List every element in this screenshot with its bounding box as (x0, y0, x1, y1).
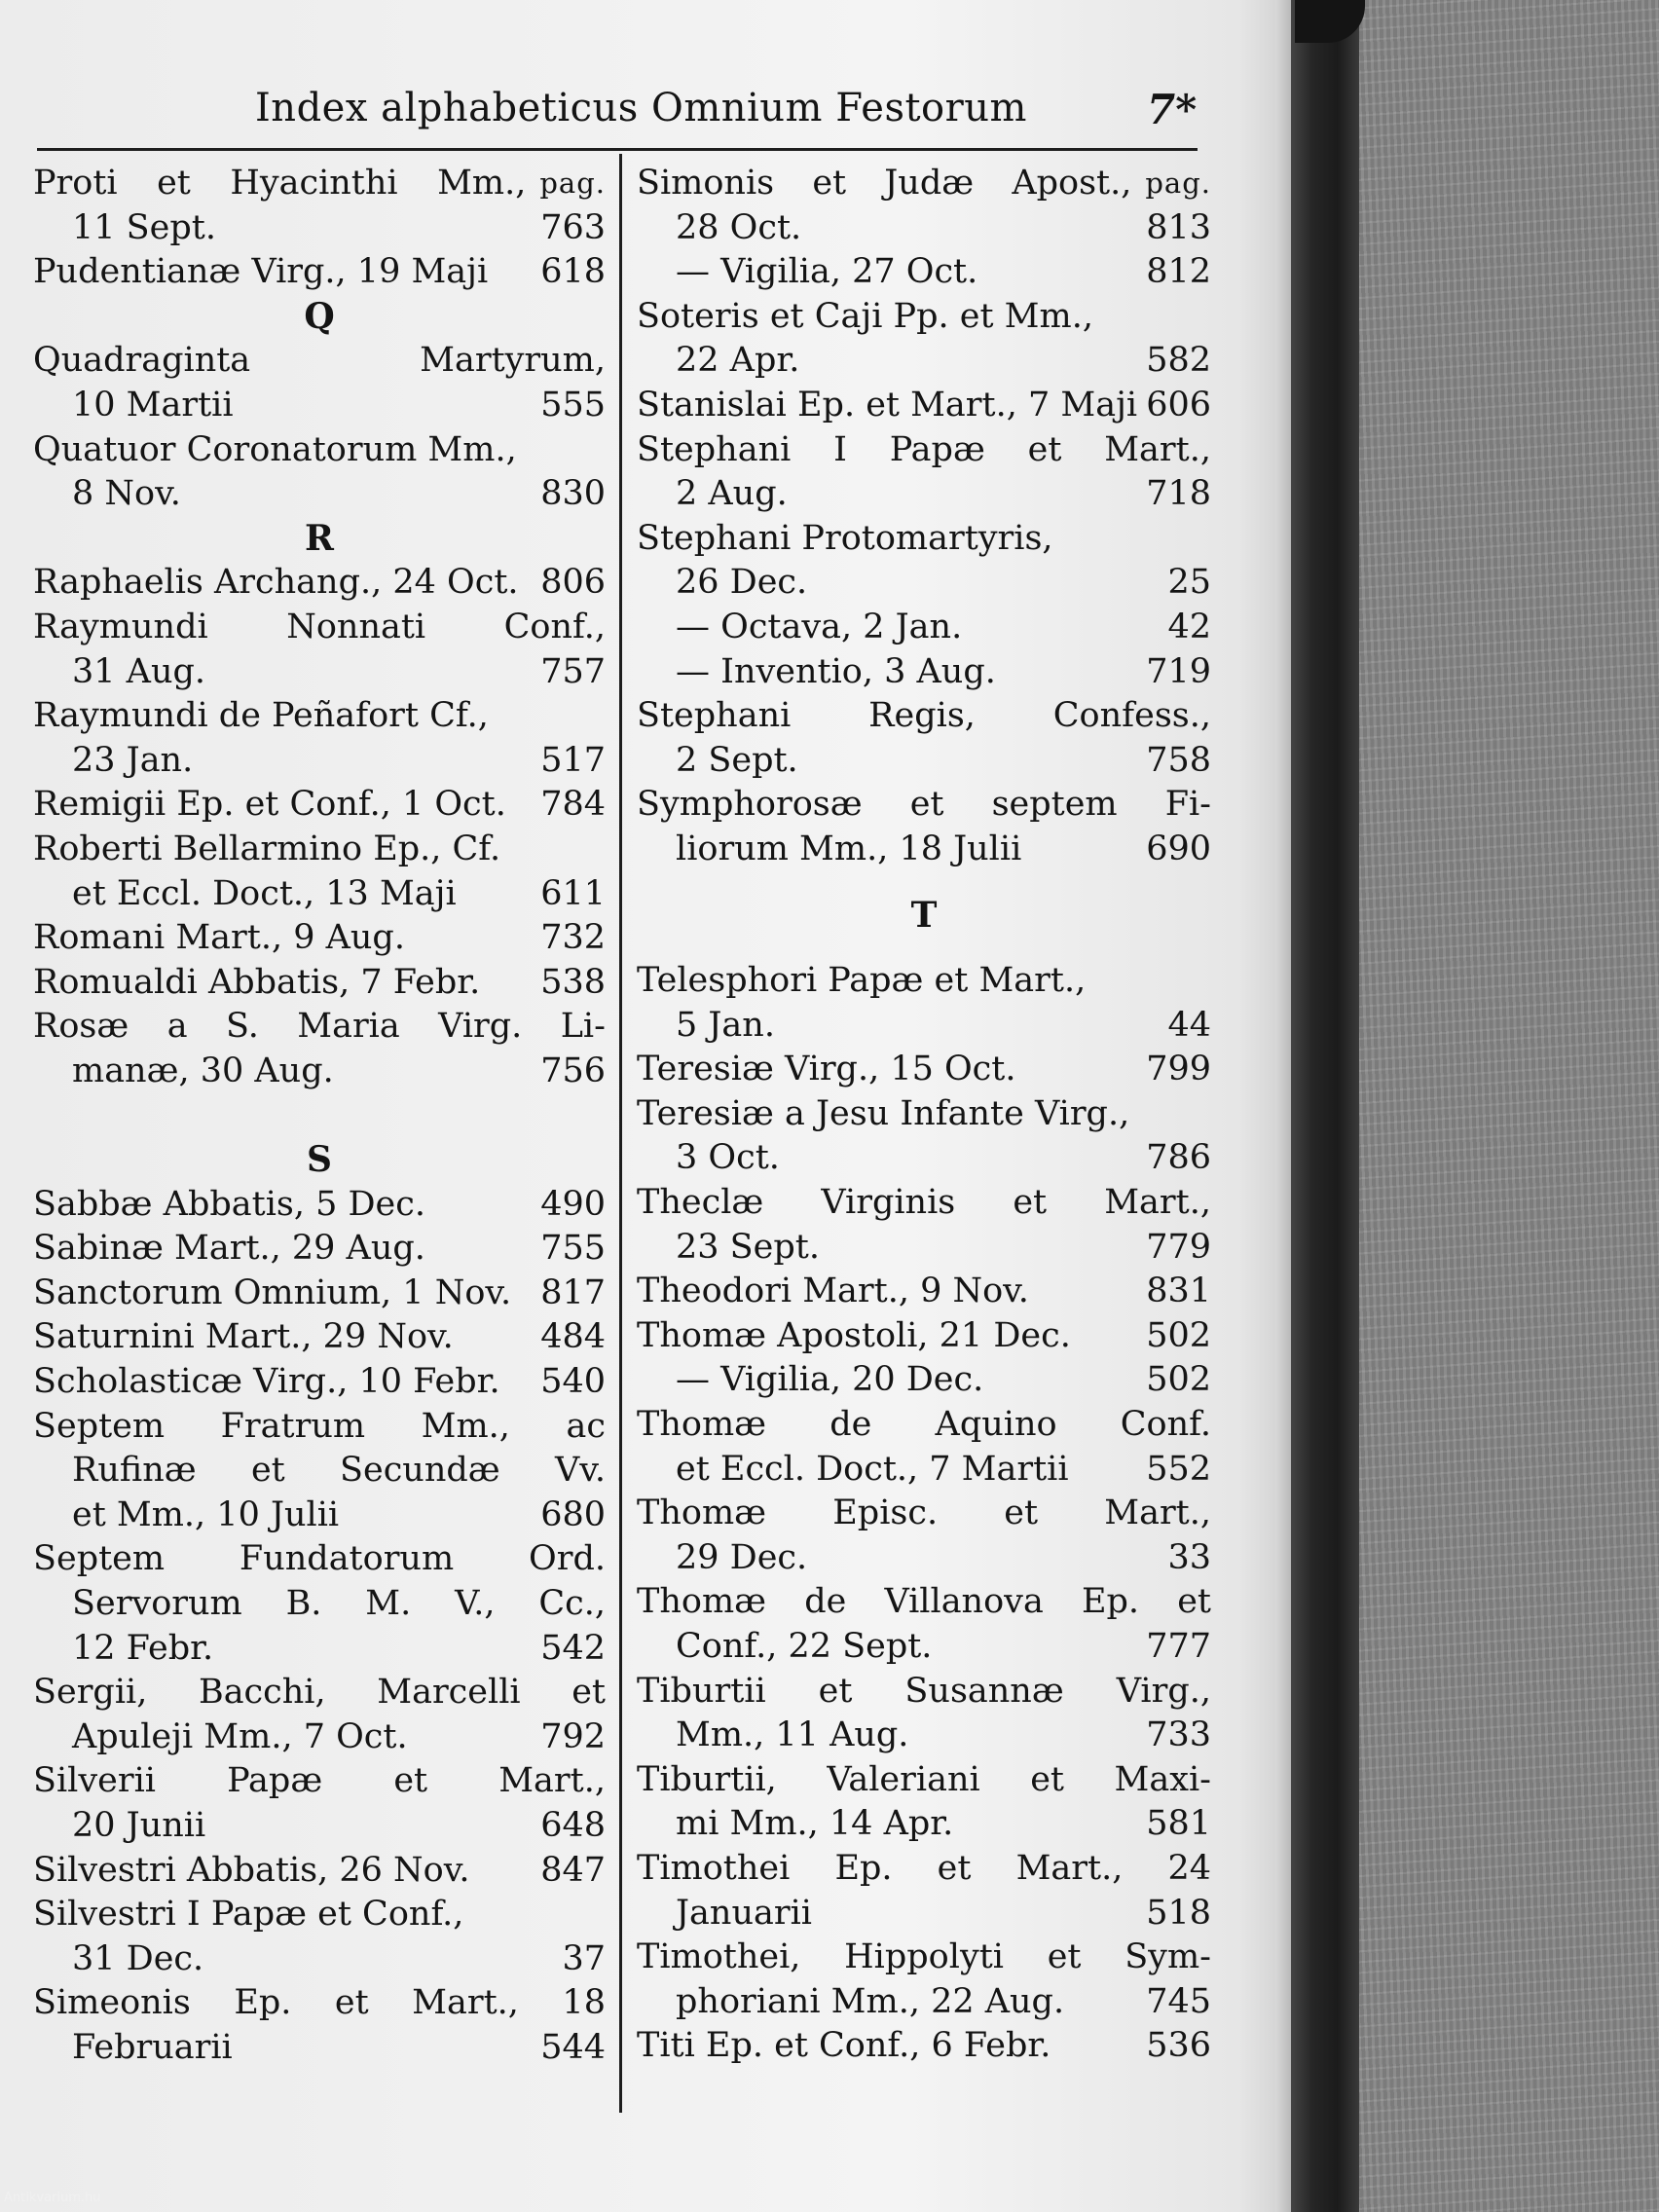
entry-text: 5 Jan. (676, 1005, 775, 1045)
entry-text: 2 Aug. (676, 474, 788, 514)
index-entry-line (33, 2026, 606, 2071)
index-entry-line (33, 1449, 606, 1493)
entry-page-number: 831 (1146, 1272, 1211, 1311)
entry-text: Sabbæ Abbatis, 5 Dec. (33, 1184, 425, 1224)
entry-page-number: 777 (1146, 1627, 1211, 1666)
index-entry-line (33, 1671, 606, 1715)
entry-page-number: 847 (540, 1850, 606, 1890)
index-entry-line (33, 1360, 606, 1405)
section-letter (33, 1138, 606, 1183)
entry-text: et Mm., 10 Julii (72, 1494, 340, 1534)
entry-page-number: 648 (540, 1805, 606, 1845)
index-entry-line (637, 428, 1211, 473)
index-entry-line (33, 694, 606, 739)
entry-page-number: 555 (540, 385, 606, 424)
index-entry-line (33, 1893, 606, 1937)
entry-page-number: 745 (1146, 1981, 1211, 2021)
index-entry-line (637, 1004, 1211, 1049)
entry-page-number: 490 (540, 1184, 606, 1224)
entry-text: Timothei, Hippolyti et Sym- (637, 1937, 1211, 1977)
entry-text: Silvestri Abbatis, 26 Nov. (33, 1850, 470, 1890)
index-entry-line (637, 1892, 1211, 1936)
index-entry-line (33, 250, 606, 295)
entry-text: Pudentianæ Virg., 19 Maji (33, 252, 489, 292)
entry-page-number: 517 (540, 740, 606, 780)
index-entry-line (33, 783, 606, 828)
index-entry-line (33, 472, 606, 517)
index-entry-line (33, 650, 606, 695)
page-edge (1275, 0, 1291, 2212)
entry-text: Teresiæ a Jesu Infante Virg., (637, 1093, 1130, 1133)
entry-text: Tiburtii, Valeriani et Maxi- (637, 1759, 1211, 1799)
entry-page-number: 755 (540, 1229, 606, 1269)
index-entry-line (637, 1314, 1211, 1359)
entry-page-number: 540 (540, 1362, 606, 1402)
index-entry-line (637, 339, 1211, 384)
entry-page-number: 817 (540, 1272, 606, 1312)
entry-page-number: 42 (1167, 607, 1211, 646)
entry-page-number: 502 (1146, 1360, 1211, 1400)
index-entry-line (637, 561, 1211, 606)
entry-text: — Vigilia, 20 Dec. (676, 1360, 984, 1400)
index-entry-line (33, 1405, 606, 1450)
index-entry-line (637, 959, 1211, 1004)
entry-text: 20 Junii (72, 1805, 206, 1845)
index-entry-line (637, 1536, 1211, 1581)
entry-page-number: 690 (1146, 829, 1211, 868)
entry-page-number: 732 (540, 918, 606, 958)
index-entry-line (637, 295, 1211, 340)
index-entry-line (637, 1625, 1211, 1670)
entry-text: Apuleji Mm., 7 Oct. (72, 1716, 408, 1756)
index-entry-line (33, 162, 606, 206)
index-entry-line (33, 828, 606, 872)
index-entry-line (33, 1582, 606, 1627)
spacer (637, 938, 1211, 959)
index-entry-line (637, 1048, 1211, 1092)
entry-text: 31 Dec. (72, 1938, 204, 1978)
index-entry-line (33, 1050, 606, 1094)
section-letter-text: S (307, 1139, 332, 1181)
entry-page-number: 680 (540, 1494, 606, 1534)
entry-text: Stephani I Papæ et Mart., (637, 429, 1211, 469)
section-letter (33, 295, 606, 340)
entry-text: Sanctorum Omnium, 1 Nov. (33, 1272, 512, 1312)
entry-text: Raymundi Nonnati Conf., (33, 607, 606, 646)
entry-text: Simonis et Judæ Apost., (637, 164, 1132, 203)
entry-page-number: 542 (540, 1628, 606, 1668)
entry-text: Quatuor Coronatorum Mm., (33, 429, 517, 469)
entry-text: mi Mm., 14 Apr. (676, 1804, 954, 1844)
entry-text: Scholasticæ Virg., 10 Febr. (33, 1362, 500, 1402)
entry-text: Timothei Ep. et Mart., 24 (637, 1848, 1211, 1888)
index-entry-line (637, 783, 1211, 828)
entry-text: Rosæ a S. Maria Virg. Li- (33, 1007, 606, 1047)
index-column-right (637, 162, 1211, 2069)
entry-text: Stanislai Ep. et Mart., 7 Maji (637, 385, 1138, 424)
entry-page-number: 757 (540, 651, 606, 691)
entry-text: Conf., 22 Sept. (676, 1627, 933, 1666)
index-entry-line (637, 206, 1211, 251)
index-entry-line (33, 561, 606, 606)
entry-text: phoriani Mm., 22 Aug. (676, 1981, 1065, 2021)
entry-text: Theodori Mart., 9 Nov. (637, 1272, 1029, 1311)
entry-text: Raymundi de Peñafort Cf., (33, 696, 489, 736)
spacer (33, 1093, 606, 1138)
entry-page-number: 581 (1146, 1804, 1211, 1844)
entry-text: Septem Fratrum Mm., ac (33, 1406, 606, 1446)
index-entry-line (637, 472, 1211, 517)
entry-text: Silverii Papæ et Mart., (33, 1761, 606, 1801)
entry-text: Quadraginta Martyrum, (33, 341, 606, 381)
entry-text: Thomæ Apostoli, 21 Dec. (637, 1315, 1071, 1355)
index-entry-line (33, 872, 606, 917)
index-entry-line (33, 339, 606, 384)
entry-page-number: 812 (1146, 252, 1211, 292)
entry-text: 3 Oct. (676, 1138, 780, 1178)
entry-text: liorum Mm., 18 Julii (676, 829, 1022, 868)
entry-text: 29 Dec. (676, 1537, 808, 1577)
section-letter (33, 517, 606, 562)
index-entry-line (637, 739, 1211, 784)
index-entry-line (637, 606, 1211, 650)
entry-text: 31 Aug. (72, 651, 206, 691)
entry-text: et Eccl. Doct., 7 Martii (676, 1449, 1069, 1489)
index-entry-line (33, 1849, 606, 1894)
entry-text: et Eccl. Doct., 13 Maji (72, 873, 457, 913)
index-entry-line (637, 1448, 1211, 1493)
entry-text: Februarii (72, 2027, 233, 2067)
index-entry-line (33, 1981, 606, 2026)
entry-text: Teresiæ Virg., 15 Oct. (637, 1050, 1016, 1089)
index-entry-line (637, 1936, 1211, 1980)
index-entry-line (637, 650, 1211, 695)
entry-page-number: 779 (1146, 1227, 1211, 1267)
section-letter-text: R (305, 517, 334, 559)
entry-page-number: 606 (1146, 385, 1211, 424)
index-entry-line (637, 2024, 1211, 2069)
index-entry-line (637, 1358, 1211, 1403)
index-entry-line (33, 1493, 606, 1538)
index-entry-line (33, 739, 606, 784)
index-entry-line (33, 961, 606, 1006)
entry-text: — Inventio, 3 Aug. (676, 651, 996, 691)
entry-text: 11 Sept. (72, 207, 216, 247)
entry-page-number: 484 (540, 1317, 606, 1357)
entry-page-number: 830 (540, 474, 606, 514)
entry-page-number: 763 (540, 207, 606, 247)
entry-text: 10 Martii (72, 385, 234, 424)
entry-text: 8 Nov. (72, 474, 181, 514)
entry-text: 2 Sept. (676, 740, 798, 780)
index-entry-line (637, 1847, 1211, 1892)
entry-text: manæ, 30 Aug. (72, 1051, 334, 1090)
entry-page-number: 792 (540, 1716, 606, 1756)
entry-page-number: 756 (540, 1051, 606, 1090)
entry-text: — Octava, 2 Jan. (676, 607, 963, 646)
entry-text: Romani Mart., 9 Aug. (33, 918, 405, 958)
entry-text: 28 Oct. (676, 207, 802, 247)
index-entry-line (33, 1537, 606, 1582)
entry-page-number: 784 (540, 785, 606, 825)
index-entry-line (33, 916, 606, 961)
entry-text: 12 Febr. (72, 1628, 214, 1668)
entry-text: Remigii Ep. et Conf., 1 Oct. (33, 785, 506, 825)
entry-page-number: 552 (1146, 1449, 1211, 1489)
entry-page-number: 719 (1146, 651, 1211, 691)
entry-page-number: 813 (1146, 207, 1211, 247)
index-entry-line (637, 1714, 1211, 1758)
index-entry-line (637, 1270, 1211, 1314)
index-entry-line (33, 428, 606, 473)
entry-text: 23 Sept. (676, 1227, 820, 1267)
index-entry-line (33, 384, 606, 428)
entry-page-number: 44 (1167, 1005, 1211, 1045)
entry-text: — Vigilia, 27 Oct. (676, 252, 978, 292)
index-entry-line (637, 1802, 1211, 1847)
entry-text: Theclæ Virginis et Mart., (637, 1183, 1211, 1223)
entry-text: Tiburtii et Susannæ Virg., (637, 1671, 1211, 1711)
entry-text: Septem Fundatorum Ord. (33, 1539, 606, 1579)
background-surface (1309, 0, 1659, 2212)
index-entry-line (33, 1183, 606, 1228)
index-entry-line (637, 1403, 1211, 1448)
entry-text: Telesphori Papæ et Mart., (637, 961, 1087, 1001)
watermark: Antikvarium.hu (4, 2191, 101, 2205)
index-entry-line (637, 250, 1211, 295)
entry-text: Januarii (676, 1893, 812, 1933)
entry-page-number: pag. (539, 166, 606, 200)
index-entry-line (637, 694, 1211, 739)
index-entry-line (637, 162, 1211, 206)
entry-text: Stephani Protomartyris, (637, 518, 1053, 558)
index-entry-line (33, 1272, 606, 1316)
entry-text: 23 Jan. (72, 740, 194, 780)
entry-page-number: 544 (540, 2027, 606, 2067)
index-entry-line (33, 1937, 606, 1982)
page-header-number: 7* (1147, 86, 1198, 133)
page-header-title: Index alphabeticus Omnium Festorum (255, 86, 1027, 130)
entry-text: 22 Apr. (676, 341, 800, 381)
entry-page-number: 25 (1167, 563, 1211, 603)
entry-page-number: 733 (1146, 1715, 1211, 1755)
entry-text: Simeonis Ep. et Mart., 18 (33, 1983, 606, 2023)
entry-text: Silvestri I Papæ et Conf., (33, 1895, 464, 1935)
entry-page-number: pag. (1145, 166, 1211, 200)
entry-text: Sergii, Bacchi, Marcelli et (33, 1673, 606, 1713)
index-entry-line (637, 384, 1211, 428)
entry-page-number: 799 (1146, 1050, 1211, 1089)
entry-text: Stephani Regis, Confess., (637, 696, 1211, 736)
index-entry-line (637, 517, 1211, 562)
index-entry-line (637, 1580, 1211, 1625)
index-entry-line (637, 1758, 1211, 1803)
entry-text: Proti et Hyacinthi Mm., (33, 164, 527, 203)
entry-text: Mm., 11 Aug. (676, 1715, 909, 1755)
entry-page-number: 718 (1146, 474, 1211, 514)
entry-page-number: 502 (1146, 1315, 1211, 1355)
entry-page-number: 582 (1146, 341, 1211, 381)
entry-page-number: 33 (1167, 1537, 1211, 1577)
entry-text: 26 Dec. (676, 563, 808, 603)
index-entry-line (33, 1315, 606, 1360)
index-entry-line (637, 1092, 1211, 1137)
entry-page-number: 618 (540, 252, 606, 292)
index-entry-line (33, 606, 606, 650)
index-entry-line (33, 1804, 606, 1849)
index-entry-line (33, 1715, 606, 1760)
entry-page-number: 37 (562, 1938, 606, 1978)
index-entry-line (637, 1492, 1211, 1536)
book-spine (1287, 0, 1359, 2212)
entry-text: Rufinæ et Secundæ Vv. (72, 1451, 606, 1491)
entry-page-number: 518 (1146, 1893, 1211, 1933)
entry-text: Saturnini Mart., 29 Nov. (33, 1317, 454, 1357)
entry-text: Sabinæ Mart., 29 Aug. (33, 1229, 425, 1269)
entry-text: Romualdi Abbatis, 7 Febr. (33, 962, 481, 1002)
entry-text: Raphaelis Archang., 24 Oct. (33, 563, 519, 603)
index-entry-line (33, 1005, 606, 1050)
entry-page-number: 611 (540, 873, 606, 913)
entry-page-number: 758 (1146, 740, 1211, 780)
section-letter-text: Q (304, 295, 335, 337)
section-letter-text: T (910, 894, 938, 936)
entry-text: Soteris et Caji Pp. et Mm., (637, 296, 1093, 336)
entry-page-number: 786 (1146, 1138, 1211, 1178)
index-entry-line (33, 206, 606, 251)
entry-text: Thomæ de Aquino Conf. (637, 1405, 1211, 1445)
index-entry-line (637, 1226, 1211, 1271)
entry-text: Titi Ep. et Conf., 6 Febr. (637, 2026, 1051, 2066)
index-column-left (33, 162, 606, 2071)
spacer (637, 872, 1211, 894)
index-entry-line (637, 828, 1211, 872)
entry-page-number: 538 (540, 962, 606, 1002)
index-entry-line (637, 1181, 1211, 1226)
index-entry-line (637, 1670, 1211, 1714)
entry-text: Symphorosæ et septem Fi- (637, 785, 1211, 825)
index-entry-line (33, 1227, 606, 1272)
entry-page-number: 536 (1146, 2026, 1211, 2066)
entry-page-number: 806 (540, 563, 606, 603)
section-letter (637, 894, 1211, 939)
header-rule (37, 148, 1198, 151)
index-entry-line (637, 1980, 1211, 2025)
index-entry-line (33, 1759, 606, 1804)
entry-text: Thomæ de Villanova Ep. et (637, 1582, 1211, 1622)
index-entry-line (33, 1627, 606, 1672)
index-entry-line (637, 1136, 1211, 1181)
entry-text: Thomæ Episc. et Mart., (637, 1493, 1211, 1533)
entry-text: Roberti Bellarmino Ep., Cf. (33, 829, 501, 868)
entry-text: Servorum B. M. V., Cc., (72, 1584, 606, 1623)
column-divider (619, 154, 622, 2113)
